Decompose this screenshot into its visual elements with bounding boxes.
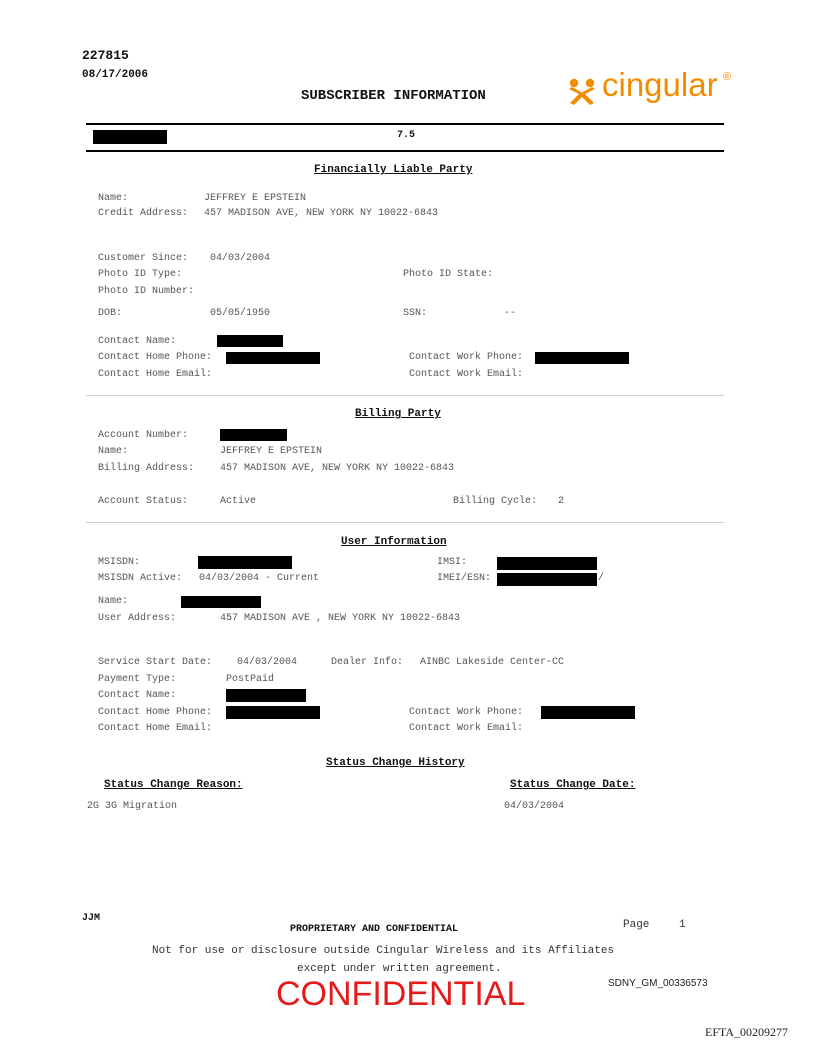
customer-since-value: 04/03/2004	[210, 253, 271, 264]
status-date-cell: 04/03/2004	[504, 801, 565, 812]
ssn-value: --	[504, 308, 517, 319]
msisdn-active-label: MSISDN Active:	[98, 573, 183, 584]
payment-type-value: PostPaid	[226, 674, 275, 685]
top-rule	[86, 123, 724, 125]
imei-label: IMEI/ESN:	[437, 573, 492, 584]
status-reason-cell: 2G 3G Migration	[87, 801, 178, 812]
efta-number: EFTA_00209277	[705, 1025, 789, 1039]
status-history-heading: Status Change History	[326, 757, 465, 769]
disclaimer-line-2: except under written agreement.	[297, 963, 502, 975]
financial-heading: Financially Liable Party	[314, 164, 473, 176]
customer-since-label: Customer Since:	[98, 253, 189, 264]
user-address-value: 457 MADISON AVE , NEW YORK NY 10022-6843	[220, 613, 461, 624]
service-start-value: 04/03/2004	[237, 657, 298, 668]
redacted-user-work-phone	[541, 706, 635, 719]
financial-name-label: Name:	[98, 193, 129, 204]
account-number-label: Account Number:	[98, 430, 189, 441]
user-name-label: Name:	[98, 596, 129, 607]
cingular-wordmark: cingular	[602, 66, 718, 103]
financial-contact-name-label: Contact Name:	[98, 336, 177, 347]
report-date: 08/17/2006	[82, 69, 149, 81]
redacted-imei	[497, 573, 597, 586]
billing-cycle-label: Billing Cycle:	[453, 496, 538, 507]
account-bar-value: 7.5	[397, 130, 416, 141]
redacted-account	[93, 130, 167, 144]
proprietary-notice: PROPRIETARY AND CONFIDENTIAL	[290, 924, 459, 935]
billing-heading: Billing Party	[355, 408, 441, 420]
msisdn-active-value: 04/03/2004 - Current	[199, 573, 320, 584]
billing-address-label: Billing Address:	[98, 463, 195, 474]
billing-address-value: 457 MADISON AVE, NEW YORK NY 10022-6843	[220, 463, 455, 474]
billing-name-value: JEFFREY E EPSTEIN	[220, 446, 323, 457]
account-status-label: Account Status:	[98, 496, 189, 507]
page-label: Page	[623, 919, 650, 931]
dob-value: 05/05/1950	[210, 308, 271, 319]
redacted-imsi	[497, 557, 597, 570]
status-date-header: Status Change Date:	[510, 779, 636, 791]
section-divider	[86, 395, 724, 396]
user-contact-name-label: Contact Name:	[98, 690, 177, 701]
registered-mark: ®	[723, 71, 732, 83]
financial-home-phone-label: Contact Home Phone:	[98, 352, 213, 363]
redacted-msisdn	[198, 556, 292, 569]
billing-name-label: Name:	[98, 446, 129, 457]
dob-label: DOB:	[98, 308, 123, 319]
msisdn-label: MSISDN:	[98, 557, 141, 568]
section-divider	[86, 522, 724, 523]
financial-work-phone-label: Contact Work Phone:	[409, 352, 524, 363]
credit-address-value: 457 MADISON AVE, NEW YORK NY 10022-6843	[204, 208, 439, 219]
redacted-work-phone	[535, 352, 629, 364]
dealer-value: AINBC Lakeside Center-CC	[420, 657, 565, 668]
redacted-user-home-phone	[226, 706, 320, 719]
financial-work-email-label: Contact Work Email:	[409, 369, 524, 380]
redacted-user-name	[181, 596, 261, 608]
document-id: 227815	[82, 48, 129, 63]
redacted-account-number	[220, 429, 287, 441]
photo-id-state-label: Photo ID State:	[403, 269, 494, 280]
redacted-user-contact-name	[226, 689, 306, 702]
confidential-stamp: CONFIDENTIAL	[276, 975, 526, 1013]
imsi-label: IMSI:	[437, 557, 468, 568]
redacted-contact-name	[217, 335, 283, 347]
user-address-label: User Address:	[98, 613, 177, 624]
initials: JJM	[82, 913, 101, 924]
photo-id-number-label: Photo ID Number:	[98, 286, 195, 297]
photo-id-type-label: Photo ID Type:	[98, 269, 183, 280]
billing-cycle-value: 2	[558, 496, 565, 507]
financial-name-value: JEFFREY E EPSTEIN	[204, 193, 307, 204]
user-work-phone-label: Contact Work Phone:	[409, 707, 524, 718]
disclaimer-line-1: Not for use or disclosure outside Cingular Wireless and its Affiliates	[152, 945, 615, 957]
bates-number: SDNY_GM_00336573	[608, 978, 708, 989]
imei-suffix: /	[598, 573, 605, 584]
bottom-rule	[86, 150, 724, 152]
ssn-label: SSN:	[403, 308, 428, 319]
user-work-email-label: Contact Work Email:	[409, 723, 524, 734]
status-reason-header: Status Change Reason:	[104, 779, 243, 791]
page-number: 1	[679, 919, 686, 931]
service-start-label: Service Start Date:	[98, 657, 213, 668]
credit-address-label: Credit Address:	[98, 208, 189, 219]
user-heading: User Information	[341, 536, 447, 548]
page-title: SUBSCRIBER INFORMATION	[301, 88, 486, 104]
user-home-email-label: Contact Home Email:	[98, 723, 213, 734]
account-status-value: Active	[220, 496, 257, 507]
user-home-phone-label: Contact Home Phone:	[98, 707, 213, 718]
redacted-home-phone	[226, 352, 320, 364]
financial-home-email-label: Contact Home Email:	[98, 369, 213, 380]
payment-type-label: Payment Type:	[98, 674, 177, 685]
cingular-x-icon	[566, 76, 600, 108]
dealer-label: Dealer Info:	[331, 657, 404, 668]
